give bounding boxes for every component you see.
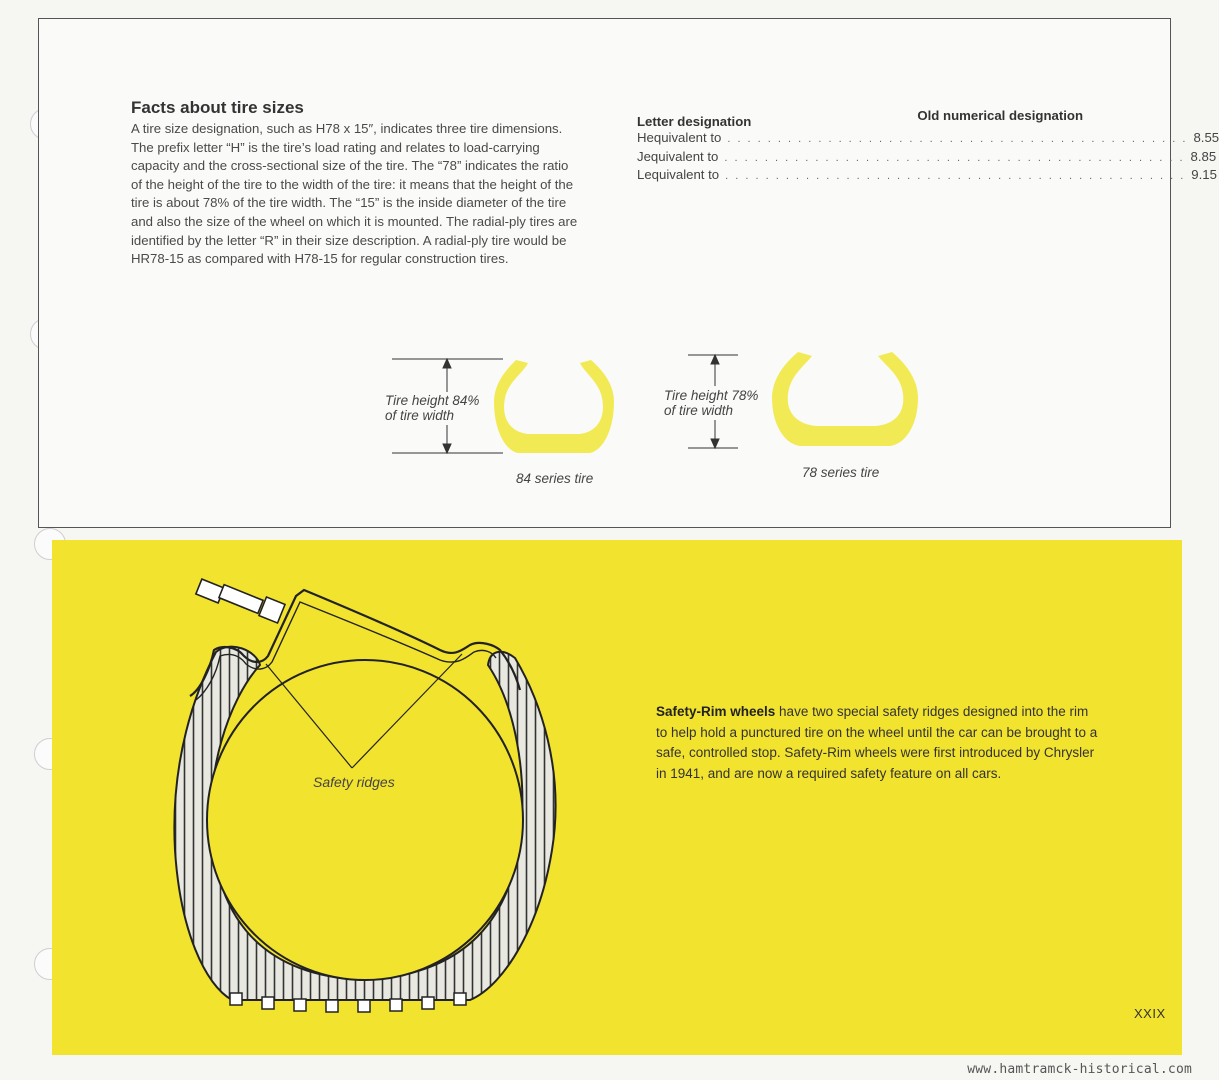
- tire-78-height-label: [664, 388, 758, 418]
- safety-rim-lead: Safety-Rim wheels: [656, 704, 776, 719]
- safety-rim-body: have two special safety ridges designed into the rim to help hold a punctured tire on the wheel until the car can be brought to a safe, controlled stop. Safety-Rim wheels were first introduced by Chrysler in 1941, and are now a required safety feature on all cars.: [656, 704, 1098, 781]
- row-letter: J: [637, 148, 644, 164]
- tire-78-caption: 78 series tire: [802, 465, 880, 480]
- row-text: equivalent to: [644, 167, 720, 183]
- row-letter: L: [637, 167, 645, 183]
- row-text: equivalent to: [643, 148, 719, 164]
- letter-designation-header: Letter designation: [637, 114, 752, 129]
- watermark: www.hamtramck-historical.com: [967, 1062, 1192, 1077]
- safety-rim-wheel-drawing: [174, 579, 555, 1012]
- leader-dots: . . . . . . . . . . . . . . . . . . . . . . . . . . . . . . . . . . . . . . . . . . . . . .: [724, 151, 1185, 164]
- page-number: XXIX: [1134, 1006, 1166, 1021]
- facts-paragraph: A tire size designation, such as H78 x 15″, indicates three tire dimensions. The prefix letter “H” is the tire’s load rating and relates to load-carrying capacity and the cross-sectional size of the tire. The “78” indicates the ratio of the height of the tire to the width of the tire: it means that the height of the tire is about 78% of the tire width. The “15” is the inside diameter of the tire and also the size of the wheel on which it is mounted. The radial-ply tires are identified by the letter “R” in their size description. A radial-ply tire would be HR78-15 as compared with H78-15 for regular construction tires.: [131, 121, 578, 267]
- row-value: 8.55: [1193, 130, 1219, 145]
- row-letter: H: [637, 130, 647, 145]
- row-text: equivalent to: [646, 130, 722, 145]
- label-line: Tire height 84%: [385, 393, 480, 408]
- tire-78-cross-section: [772, 352, 918, 446]
- tire-84-height-label: [385, 393, 479, 423]
- leader-dots: . . . . . . . . . . . . . . . . . . . . . . . . . . . . . . . . . . . . . . . . . . . . . .: [727, 133, 1188, 145]
- label-line: of tire width: [664, 403, 734, 418]
- label-line: Tire height 78%: [664, 388, 759, 403]
- label-line: of tire width: [385, 408, 455, 423]
- safety-ridges-label: Safety ridges: [313, 774, 395, 790]
- leader-dots: . . . . . . . . . . . . . . . . . . . . . . . . . . . . . . . . . . . . . . . . . . . . . .: [725, 170, 1186, 183]
- safety-rim-description: [656, 702, 1101, 784]
- tire-84-caption: 84 series tire: [516, 471, 594, 486]
- row-value: 9.15: [1191, 167, 1217, 183]
- row-value: 8.85: [1190, 148, 1217, 164]
- tire-84-cross-section: [494, 360, 614, 453]
- old-numerical-designation-header: Old numerical designation: [917, 108, 1083, 123]
- facts-heading: Facts about tire sizes: [131, 98, 304, 117]
